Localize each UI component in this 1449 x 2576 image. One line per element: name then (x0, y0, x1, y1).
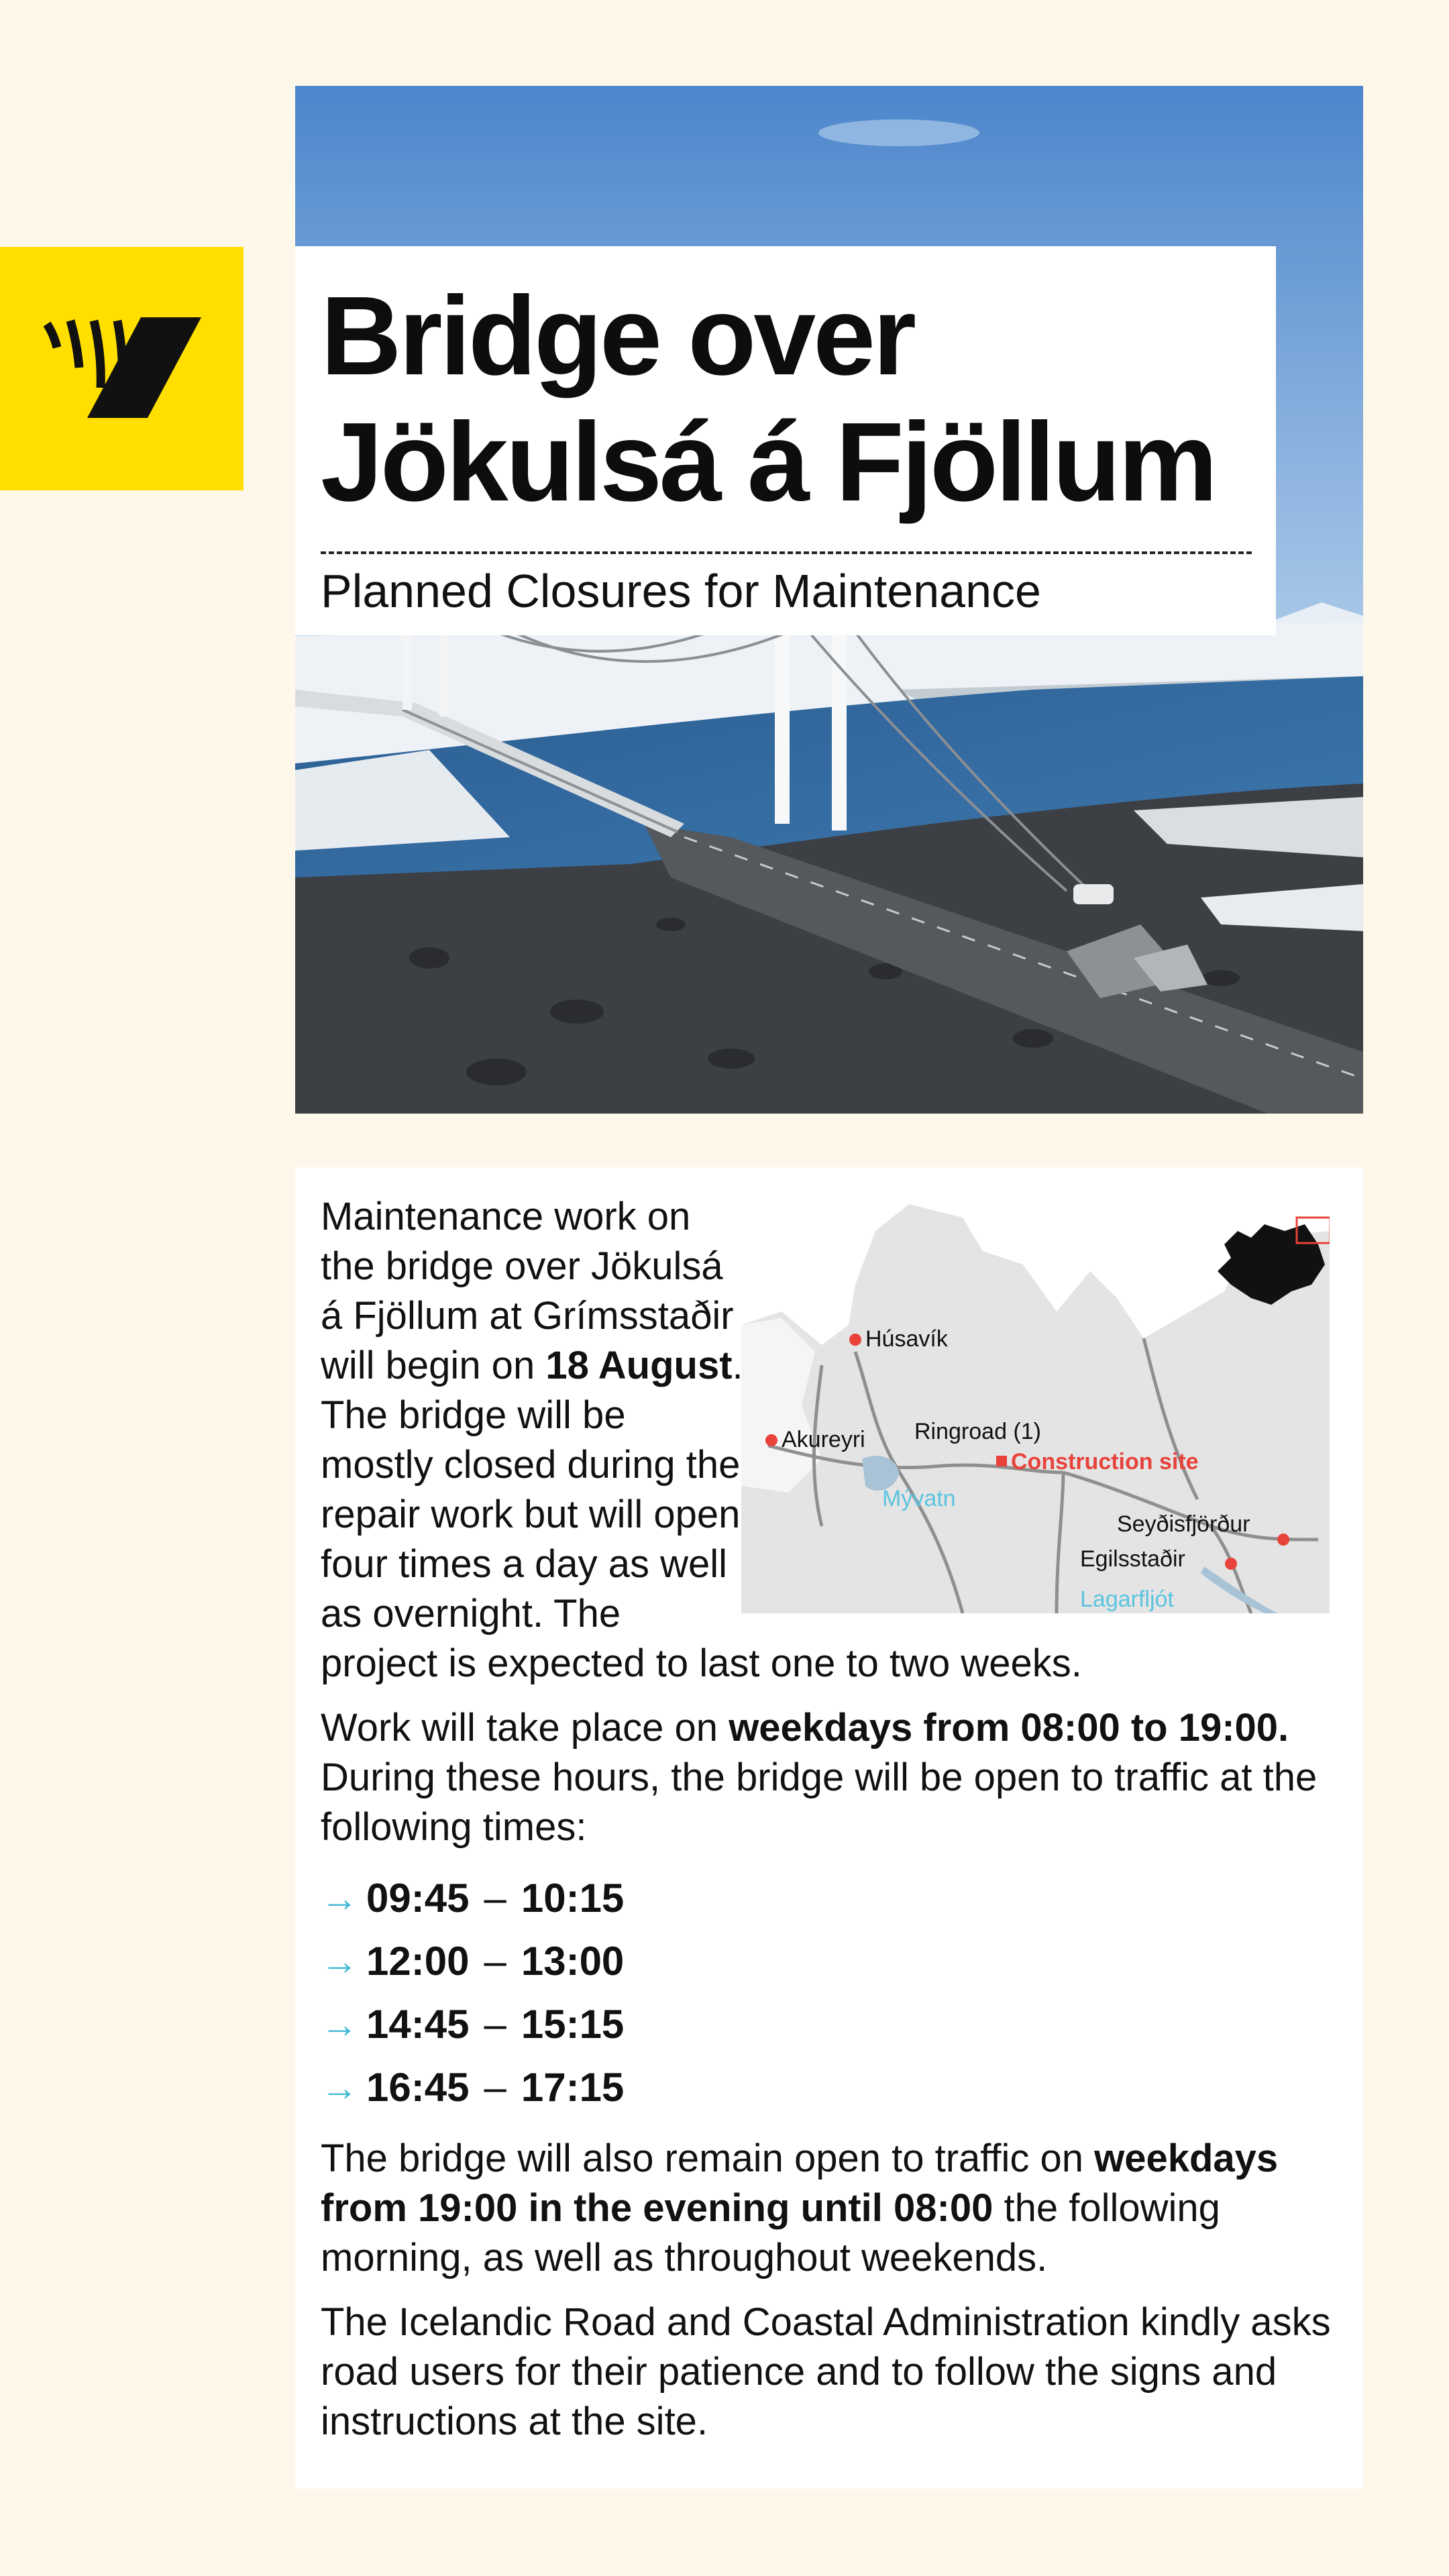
map-label-husavik: Húsavík (865, 1326, 948, 1352)
map-label-seydisfjordur: Seyðisfjörður (1117, 1511, 1250, 1537)
content-card (295, 1167, 1363, 2489)
map-label-myvatn: Mývatn (882, 1486, 956, 1511)
page-subtitle: Planned Closures for Maintenance (321, 565, 1041, 617)
open-times-list (321, 1867, 1347, 2119)
arrow-right-icon: → (321, 1940, 358, 1982)
page-title: Bridge over Jökulsá á Fjöllum (321, 274, 1216, 525)
arrow-right-icon: → (321, 2003, 358, 2045)
map-label-ringroad: Ringroad (1) (914, 1419, 1041, 1444)
arrow-right-icon: → (321, 1877, 358, 1919)
road-administration-logo (0, 247, 244, 490)
overnight-paragraph: The bridge will also remain open to traffic on weekdays from 19:00 in the evening until 08:00 the following morning, as well as throughout weekends. (321, 2137, 1279, 2279)
title-divider (321, 551, 1252, 554)
open-time-item: → 12:00 – 13:00 (321, 1930, 1347, 1993)
arrow-right-icon: → (321, 2066, 358, 2108)
map-label-lagarfljot: Lagarfljót (1080, 1587, 1174, 1612)
map-label-akureyri: Akureyri (782, 1427, 865, 1452)
open-time-item: → 14:45 – 15:15 (321, 1993, 1347, 2056)
map-label-egilsstadir: Egilsstaðir (1080, 1546, 1185, 1572)
work-hours-paragraph: Work will take place on weekdays from 08:00 to 19:00. During these hours, the bridge will be open to traffic at the following times: (321, 1706, 1318, 1849)
open-time-item: → 16:45 – 17:15 (321, 2056, 1347, 2119)
logo-mark-icon (40, 317, 201, 418)
closing-paragraph: The Icelandic Road and Coastal Administration kindly asks road users for their patience and to follow the signs and instructions at the site. (321, 2300, 1331, 2443)
open-time-item: → 09:45 – 10:15 (321, 1867, 1347, 1930)
map-label-construction-site: Construction site (1011, 1449, 1199, 1474)
article-body (321, 1192, 1347, 2461)
intro-paragraph: Maintenance work on the bridge over Jökulsá á Fjöllum at Grímsstaðir will begin on 18 August. The bridge will be mostly closed during the repair work but will open four times a day as well as overnight. The project is expected to last one to two weeks. (321, 1195, 1082, 1685)
title-panel (295, 246, 1276, 635)
